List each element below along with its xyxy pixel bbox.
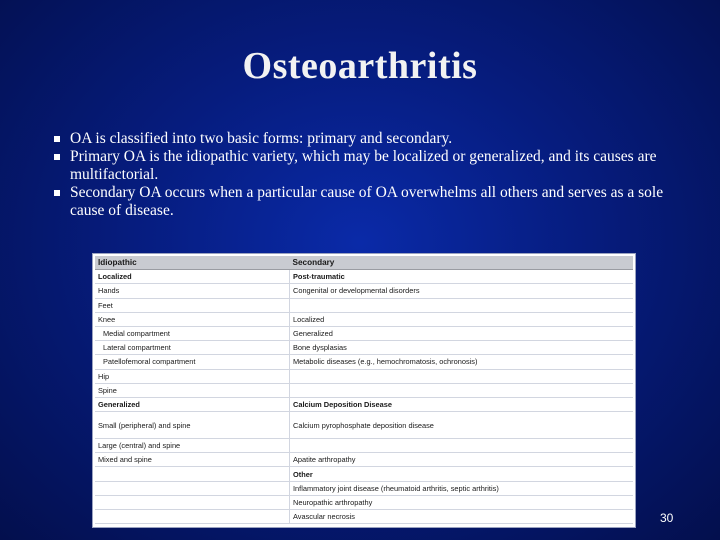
secondary-cell [290, 439, 634, 453]
idiopathic-cell: Small (peripheral) and spine [95, 412, 290, 439]
secondary-cell: Avascular necrosis [290, 510, 634, 524]
idiopathic-cell: Feet [95, 298, 290, 312]
secondary-cell: Bone dysplasias [290, 341, 634, 355]
secondary-cell: Congenital or developmental disorders [290, 284, 634, 298]
secondary-cell: Other [290, 467, 634, 481]
idiopathic-cell: Generalized [95, 397, 290, 411]
square-bullet-icon [54, 136, 60, 142]
table-row [95, 298, 633, 312]
table-row [95, 341, 633, 355]
secondary-cell: Localized [290, 312, 634, 326]
table-row [95, 383, 633, 397]
secondary-cell [290, 383, 634, 397]
bullet-text: Primary OA is the idiopathic variety, which may be localized or generalized, and its causes are multifactorial. [70, 148, 657, 183]
table-row [95, 467, 633, 481]
secondary-cell: Calcium Deposition Disease [290, 397, 634, 411]
table-body [95, 270, 633, 524]
table-row [95, 397, 633, 411]
table-row [95, 453, 633, 467]
table-header-row [95, 256, 633, 270]
square-bullet-icon [54, 190, 60, 196]
idiopathic-cell: Spine [95, 383, 290, 397]
secondary-cell: Inflammatory joint disease (rheumatoid arthritis, septic arthritis) [290, 481, 634, 495]
classification-table [95, 256, 633, 524]
idiopathic-cell: Patellofemoral compartment [95, 355, 290, 369]
table-row [95, 412, 633, 439]
secondary-cell: Calcium pyrophosphate deposition disease [290, 412, 634, 439]
secondary-cell: Generalized [290, 326, 634, 340]
table-row [95, 312, 633, 326]
table-row [95, 495, 633, 509]
bullet-item [52, 130, 692, 148]
secondary-cell: Neuropathic arthropathy [290, 495, 634, 509]
header-secondary: Secondary [290, 256, 634, 270]
table-row [95, 369, 633, 383]
idiopathic-cell: Localized [95, 270, 290, 284]
idiopathic-cell: Hip [95, 369, 290, 383]
bullet-list [52, 130, 692, 220]
idiopathic-cell: Mixed and spine [95, 453, 290, 467]
table-row [95, 481, 633, 495]
secondary-cell: Apatite arthropathy [290, 453, 634, 467]
secondary-cell: Metabolic diseases (e.g., hemochromatosis, ochronosis) [290, 355, 634, 369]
idiopathic-cell [95, 510, 290, 524]
table-row [95, 355, 633, 369]
idiopathic-cell: Lateral compartment [95, 341, 290, 355]
table-row [95, 326, 633, 340]
bullet-item [52, 184, 692, 220]
bullet-item [52, 148, 692, 184]
table-row [95, 439, 633, 453]
bullet-text: Secondary OA occurs when a particular cause of OA overwhelms all others and serves as a sole cause of disease. [70, 184, 664, 219]
secondary-cell: Post-traumatic [290, 270, 634, 284]
table-row [95, 270, 633, 284]
classification-table-image [92, 253, 636, 528]
idiopathic-cell: Knee [95, 312, 290, 326]
square-bullet-icon [54, 154, 60, 160]
header-idiopathic: Idiopathic [95, 256, 290, 270]
idiopathic-cell: Medial compartment [95, 326, 290, 340]
slide-title: Osteoarthritis [242, 45, 478, 87]
bullet-text: OA is classified into two basic forms: primary and secondary. [70, 130, 453, 147]
idiopathic-cell [95, 495, 290, 509]
page-number: 30 [660, 511, 674, 525]
secondary-cell [290, 298, 634, 312]
secondary-cell [290, 369, 634, 383]
table-row [95, 284, 633, 298]
idiopathic-cell: Hands [95, 284, 290, 298]
idiopathic-cell: Large (central) and spine [95, 439, 290, 453]
table-row [95, 510, 633, 524]
idiopathic-cell [95, 481, 290, 495]
idiopathic-cell [95, 467, 290, 481]
